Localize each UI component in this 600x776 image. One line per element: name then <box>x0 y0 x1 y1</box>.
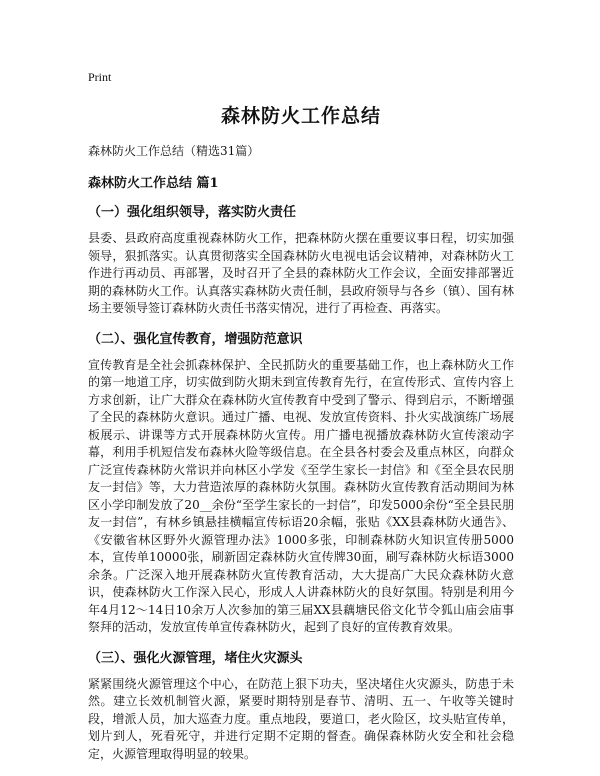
section-heading-3: （三）、强化火源管理，堵住火灾源头 <box>88 650 303 666</box>
page-title: 森林防火工作总结 <box>220 105 381 127</box>
section-body-3: 紧紧围绕火源管理这个中心，在防范上狠下功夫，坚决堵住火灾源头，防患于未然。建立长效机制管火源，紧要时期特别是春节、清明、五一、午收等关键时段，增派人员，加大巡查力度。重点地段，要道口，老火险区，坟头贴宣传单，划片到人，死看死守，并进行定期不定期的督查。确保森林防火安全和社会稳定，火源管理取得明显的较果。 <box>88 676 514 761</box>
section-heading-1: （一）强化组织领导，落实防火责任 <box>88 205 297 220</box>
article-title: 森林防火工作总结 篇1 <box>88 176 219 191</box>
section-body-1: 县委、县政府高度重视森林防火工作，把森林防火摆在重要议事日程，切实加强领导，狠抓落实。认真贯彻落实全国森林防火电视电话会议精神，对森林防火工作进行再动员、再部署，及时召开了全县的森林防火工作会议，全面安排部署近期的森林防火工作。认真落实森林防火责任制，县政府领导与各乡（镇）、国有林场主要领导签订森林防火责任书落实情况，进行了再检查、再落实。 <box>88 231 515 315</box>
print-link[interactable]: Print <box>88 70 112 84</box>
section-heading-2: （二）、强化宣传教育，增强防范意识 <box>88 331 303 347</box>
section-body-2: 宣传教育是全社会抓森林保护、全民抓防火的重要基础工作，也上森林防火工作的第一地道工序，切实做到防火期未到宣传教育先行，在宣传形式、宣传内容上方求创新，让广大群众在森林防火宣传教育中受到了警示、得到启示，不断增强了全民的森林防火意识。通过广播、电视、发放宣传资料、扑火实战演练广场展板展示、讲课等方式开展森林防火宣传。用广播电视播放森林防火宣传滚动字幕，利用手机短信发布森林火险等级信息。在全县各村委会及重点林区，向群众广泛宣传森林防火常识并向林区小学发《至学生家长一封信》和《至全县农民朋友一封信》等，大力营造浓厚的森林防火氛围。森林防火宣传教育活动期间为林区小学印制发放了20__余份“至学生家长的一封信”，印发5000余份“至全县民朋友一封信”，有林乡镇悬挂横幅宣传标语20余幅，张贴《XX县森林防火通告》、《安徽省林区野外火源管理办法》1000多张，印制森林防火知识宣传册5000本，宣传单10000张，刷新固定森林防火宣传牌30面，刷写森林防火标语3000余条。广泛深入地开展森林防火宣传教育活动，大大提高广大民众森林防火意识，使森林防火工作深入民心，形成人人讲森林防火的良好氛围。特别是利用今年4月12～14日10余万人次参加的第三届XX县藕塘民俗文化节令狐山庙会庙事祭拜的活动，发放宣传单宣传森林防火，起到了良好的宣传教育效果。 <box>88 357 514 634</box>
subtitle: 森林防火工作总结（精选31篇） <box>88 144 260 158</box>
